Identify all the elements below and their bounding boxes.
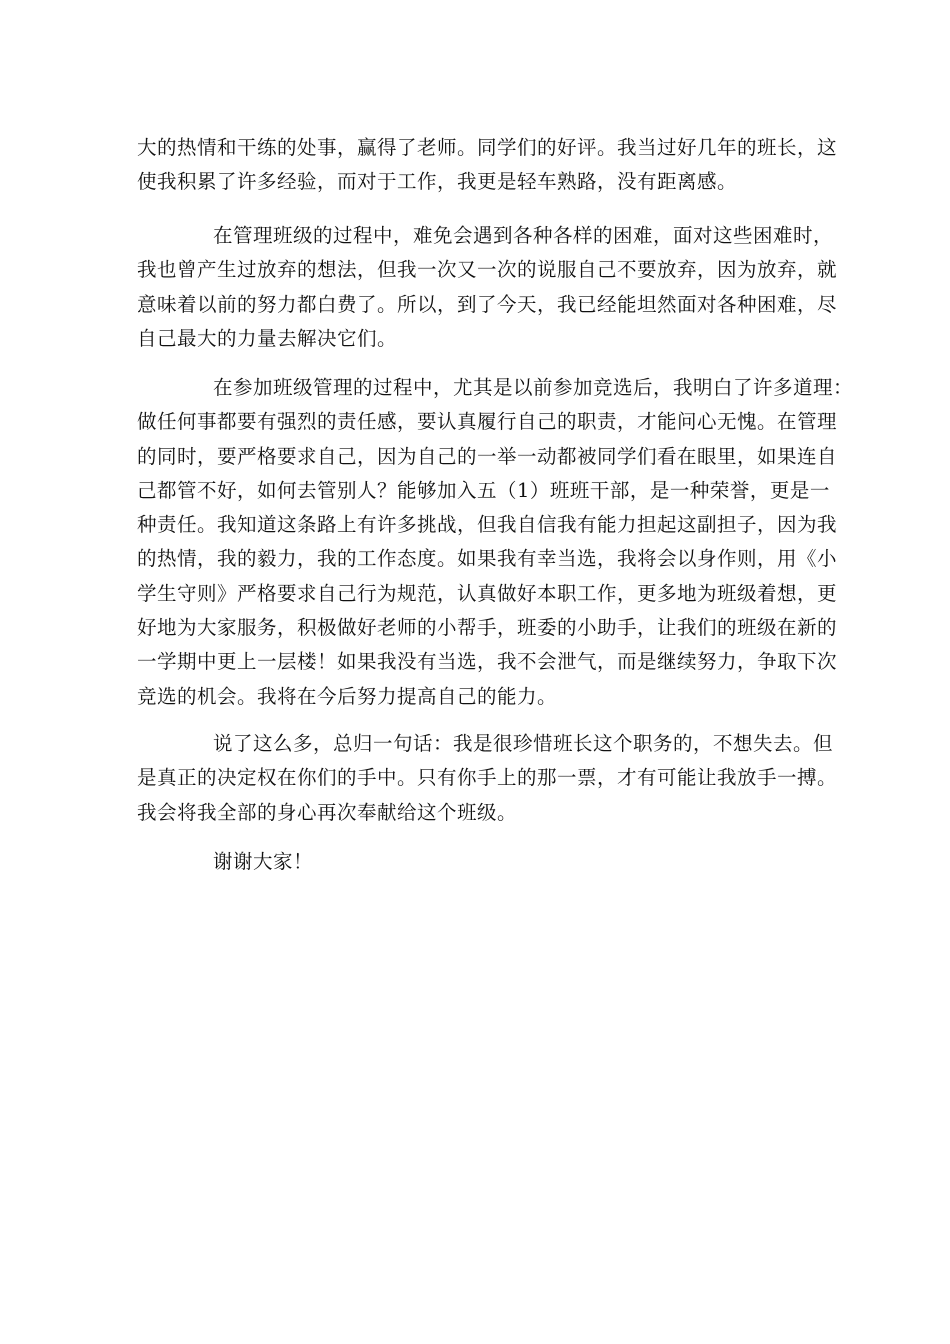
- paragraph-3: [137, 371, 854, 714]
- paragraph-line: 说了这么多，总归一句话：我是很珍惜班长这个职务的，不想失去。但: [213, 732, 834, 755]
- paragraph-line: 一学期中更上一层楼！如果我没有当选，我不会泄气，而是继续努力，争取下次: [137, 650, 838, 674]
- paragraph-2: [137, 219, 838, 356]
- paragraph-line: 在管理班级的过程中，难免会遇到各种各样的困难，面对这些困难时，: [213, 224, 834, 247]
- paragraph-line: 学生守则》严格要求自己行为规范，认真做好本职工作，更多地为班级着想，更: [137, 581, 838, 605]
- paragraph-line: 谢谢大家！: [213, 850, 314, 873]
- paragraph-line: 我也曾产生过放弃的想法，但我一次又一次的说服自己不要放弃，因为放弃，就: [137, 258, 838, 282]
- paragraph-line: 使我积累了许多经验，而对于工作，我更是轻车熟路，没有距离感。: [137, 170, 738, 194]
- paragraph-line: 的同时，要严格要求自己，因为自己的一举一动都被同学们看在眼里，如果连自: [137, 444, 838, 468]
- paragraph-line: 的热情，我的毅力，我的工作态度。如果我有幸当选，我将会以身作则，用《小: [137, 547, 838, 571]
- paragraph-line: 种责任。我知道这条路上有许多挑战，但我自信我有能力担起这副担子，因为我: [137, 513, 838, 537]
- paragraph-line: 大的热情和干练的处事，赢得了老师。同学们的好评。我当过好几年的班长，这: [137, 136, 838, 159]
- paragraph-line: 竞选的机会。我将在今后努力提高自己的能力。: [137, 684, 558, 708]
- paragraph-line: 我会将我全部的身心再次奉献给这个班级。: [137, 800, 518, 824]
- paragraph-4: [137, 727, 838, 830]
- paragraph-line: 在参加班级管理的过程中，尤其是以前参加竞选后，我明白了许多道理：: [213, 376, 854, 399]
- paragraph-line: 己都管不好，如何去管别人？能够加入五（1）班班干部，是一种荣誉，更是一: [137, 478, 830, 502]
- paragraph-1: [137, 131, 838, 200]
- paragraph-line: 自己最大的力量去解决它们。: [137, 326, 398, 350]
- paragraph-line: 是真正的决定权在你们的手中。只有你手上的那一票，才有可能让我放手一搏。: [137, 766, 838, 790]
- paragraph-line: 做任何事都要有强烈的责任感，要认真履行自己的职责，才能问心无愧。在管理: [137, 410, 838, 434]
- paragraph-5: [137, 845, 820, 879]
- paragraph-line: 意味着以前的努力都白费了。所以，到了今天，我已经能坦然面对各种困难，尽: [137, 292, 838, 316]
- paragraph-line: 好地为大家服务，积极做好老师的小帮手，班委的小助手，让我们的班级在新的: [137, 616, 838, 640]
